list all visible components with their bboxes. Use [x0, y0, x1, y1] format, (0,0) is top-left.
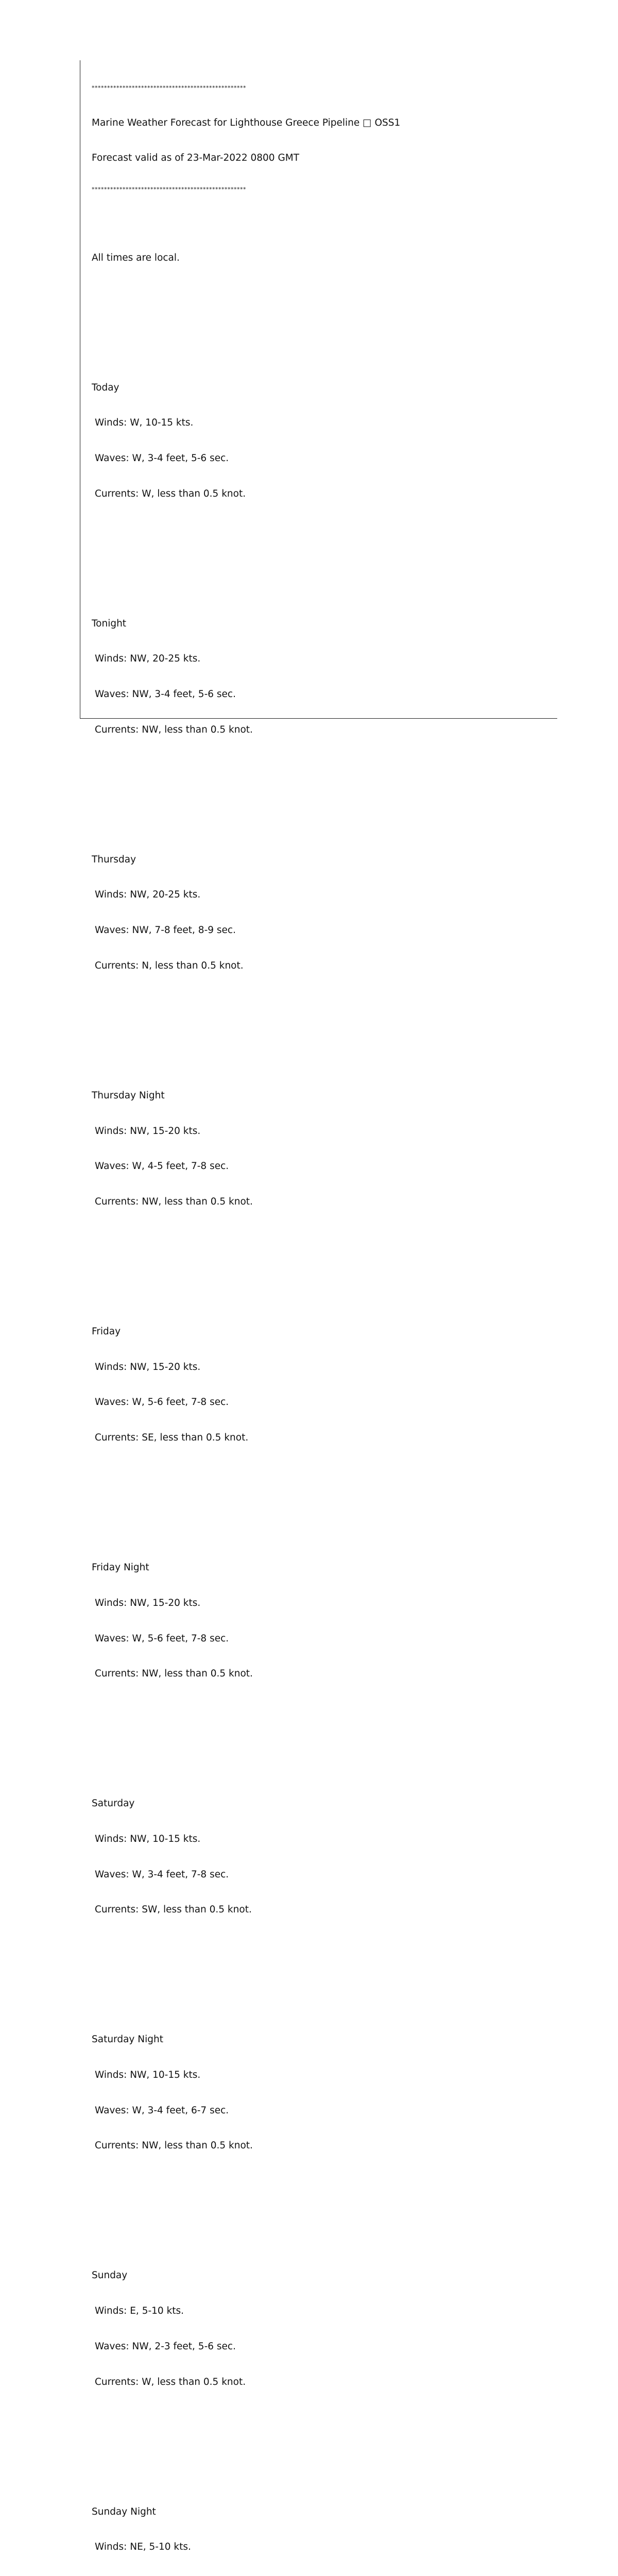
period-list: [92, 299, 545, 2576]
spacer: [92, 819, 545, 831]
forecast-valid-time: Forecast valid as of 23-Mar-2022 0800 GMT: [92, 152, 300, 164]
period-waves: Waves: W, 3-4 feet, 7-8 sec.: [95, 1869, 229, 1880]
period-winds: Winds: NW, 20-25 kts.: [95, 653, 201, 665]
period-currents: Currents: W, less than 0.5 knot.: [95, 2376, 246, 2387]
period-currents: Currents: NW, less than 0.5 knot.: [95, 1668, 253, 1680]
period-name: Saturday: [92, 1798, 135, 1809]
forecast-period: [92, 559, 545, 759]
spacer: [92, 347, 545, 359]
period-waves: Waves: W, 3-4 feet, 6-7 sec.: [95, 2105, 229, 2116]
period-name: Friday: [92, 1326, 121, 1337]
header-stars-bottom: **************************************************: [92, 186, 246, 193]
period-name: Today: [92, 382, 119, 393]
period-winds: Winds: E, 5-10 kts.: [95, 2306, 184, 2317]
period-winds: Winds: NW, 15-20 kts.: [95, 1125, 201, 1137]
times-note: All times are local.: [92, 252, 180, 263]
period-name: Tonight: [92, 618, 127, 629]
forecast-period: [92, 2211, 545, 2412]
period-waves: Waves: W, 5-6 feet, 7-8 sec.: [95, 1397, 229, 1408]
header-stars-top: **************************************************: [92, 84, 246, 91]
period-name: Sunday Night: [92, 2506, 156, 2517]
spacer: [92, 2471, 545, 2483]
period-waves: Waves: NW, 3-4 feet, 5-6 sec.: [95, 689, 236, 700]
period-currents: Currents: W, less than 0.5 knot.: [95, 488, 246, 499]
period-winds: Winds: NW, 15-20 kts.: [95, 1597, 201, 1608]
period-winds: Winds: NW, 10-15 kts.: [95, 2070, 201, 2081]
forecast-period: [92, 1031, 545, 1231]
forecast-document: [92, 60, 545, 2553]
period-currents: Currents: NW, less than 0.5 knot.: [95, 724, 253, 735]
period-name: Thursday: [92, 854, 136, 865]
period-currents: Currents: SW, less than 0.5 knot.: [95, 1904, 252, 1916]
period-winds: Winds: NW, 20-25 kts.: [95, 889, 201, 901]
period-currents: Currents: NW, less than 0.5 knot.: [95, 2140, 253, 2151]
period-waves: Waves: W, 4-5 feet, 7-8 sec.: [95, 1161, 229, 1172]
spacer: [92, 1999, 545, 2011]
spacer: [92, 1055, 545, 1066]
forecast-title: Marine Weather Forecast for Lighthouse Greece Pipeline □ OSS1: [92, 117, 401, 128]
spacer: [92, 583, 545, 595]
period-winds: Winds: NE, 5-10 kts.: [95, 2541, 191, 2553]
spacer: [92, 217, 545, 229]
forecast-period: [92, 795, 545, 995]
forecast-period: [92, 2447, 545, 2576]
period-winds: Winds: W, 10-15 kts.: [95, 417, 194, 429]
period-name: Saturday Night: [92, 2034, 163, 2045]
period-waves: Waves: NW, 7-8 feet, 8-9 sec.: [95, 925, 236, 936]
period-name: Friday Night: [92, 1562, 149, 1573]
forecast-period: [92, 1267, 545, 1467]
forecast-period: [92, 1739, 545, 1940]
spacer: [92, 1527, 545, 1538]
period-currents: Currents: NW, less than 0.5 knot.: [95, 1196, 253, 1208]
forecast-period: [92, 323, 545, 523]
spacer: [92, 1291, 545, 1302]
period-currents: Currents: SE, less than 0.5 knot.: [95, 1432, 249, 1444]
period-winds: Winds: NW, 10-15 kts.: [95, 1833, 201, 1844]
period-waves: Waves: W, 5-6 feet, 7-8 sec.: [95, 1633, 229, 1644]
period-name: Sunday: [92, 2270, 128, 2281]
period-waves: Waves: W, 3-4 feet, 5-6 sec.: [95, 452, 229, 464]
forecast-period: [92, 1503, 545, 1704]
spacer: [92, 2235, 545, 2247]
forecast-period: [92, 1975, 545, 2176]
period-winds: Winds: NW, 15-20 kts.: [95, 1361, 201, 1372]
spacer: [92, 1762, 545, 1774]
period-waves: Waves: NW, 2-3 feet, 5-6 sec.: [95, 2341, 236, 2352]
period-currents: Currents: N, less than 0.5 knot.: [95, 960, 244, 971]
period-name: Thursday Night: [92, 1090, 165, 1101]
